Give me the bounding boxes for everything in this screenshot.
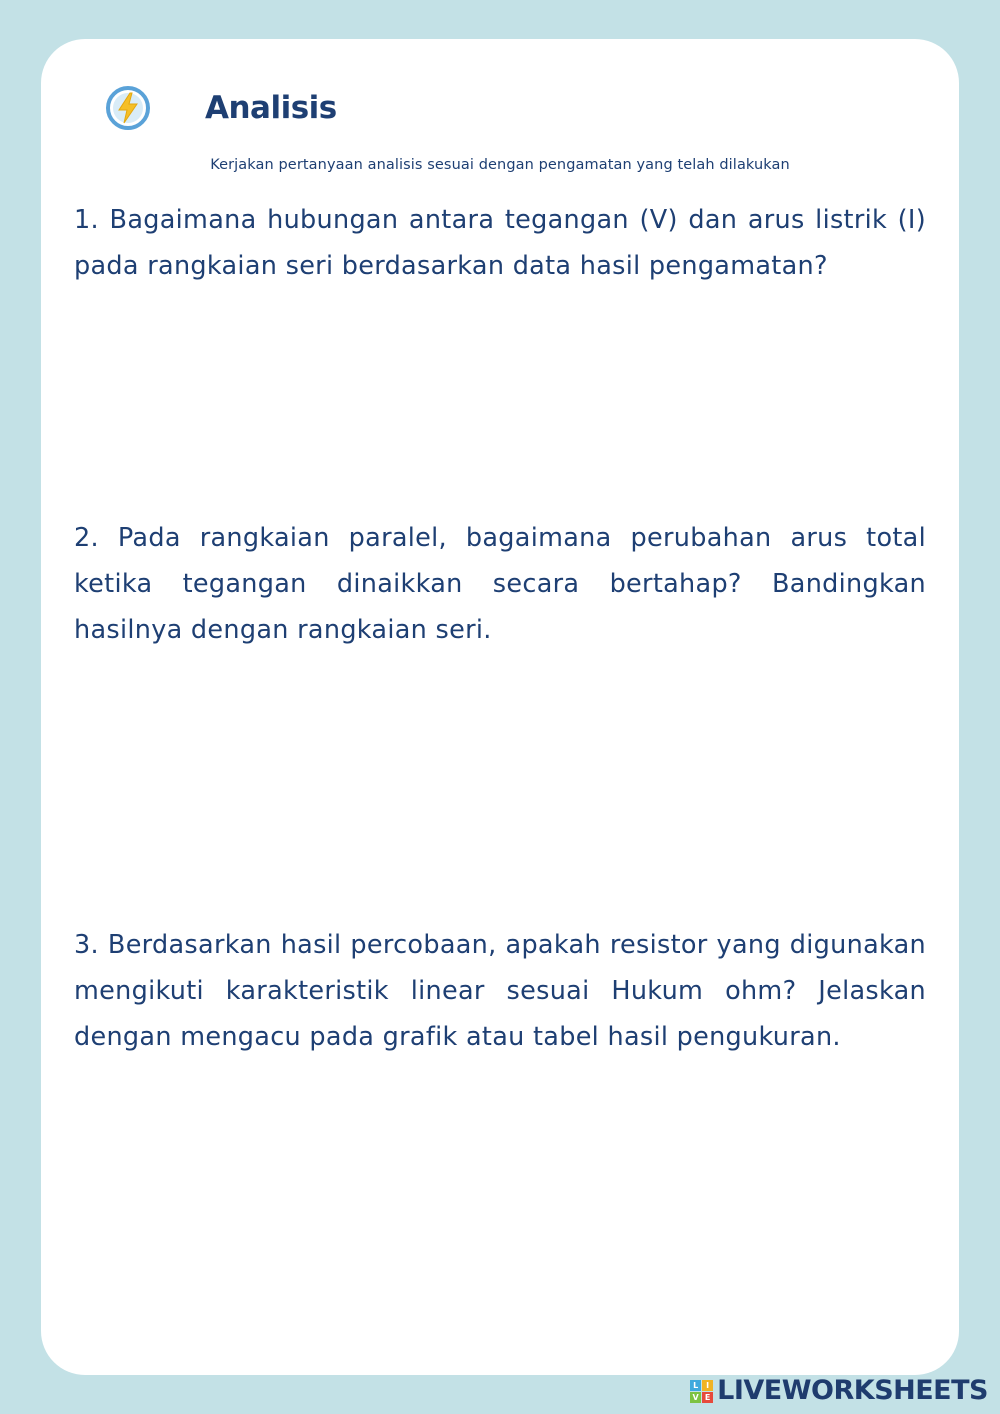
question-3: 3. Berdasarkan hasil percobaan, apakah resistor yang digunakan mengikuti karakteristik linear sesuai Hukum ohm? Jelaskan dengan mengacu pada grafik atau tabel hasil pengukuran. (74, 930, 926, 1052)
brand-mark-letter: E (702, 1392, 713, 1403)
answer-area-3[interactable] (74, 1115, 926, 1345)
brand-mark-letter: V (690, 1392, 701, 1403)
lightning-icon (105, 85, 151, 131)
question-1: 1. Bagaimana hubungan antara tegangan (V) dan arus listrik (I) pada rangkaian seri berdasarkan data hasil pengamatan? (74, 205, 926, 281)
question-2: 2. Pada rangkaian paralel, bagaimana perubahan arus total ketika tegangan dinaikkan secara bertahap? Bandingkan hasilnya dengan rangkaian seri. (74, 523, 926, 645)
instructions-subtitle: Kerjakan pertanyaan analisis sesuai dengan pengamatan yang telah dilakukan (210, 157, 790, 173)
brand-mark-letter: I (702, 1380, 713, 1391)
liveworksheets-logo (690, 1376, 988, 1406)
answer-area-2[interactable] (74, 665, 926, 900)
brand-mark-letter: L (690, 1380, 701, 1391)
answer-area-1[interactable] (74, 300, 926, 490)
brand-mark-icon (690, 1380, 713, 1403)
page-title: Analisis (205, 90, 337, 126)
brand-name: LIVEWORKSHEETS (717, 1375, 988, 1406)
